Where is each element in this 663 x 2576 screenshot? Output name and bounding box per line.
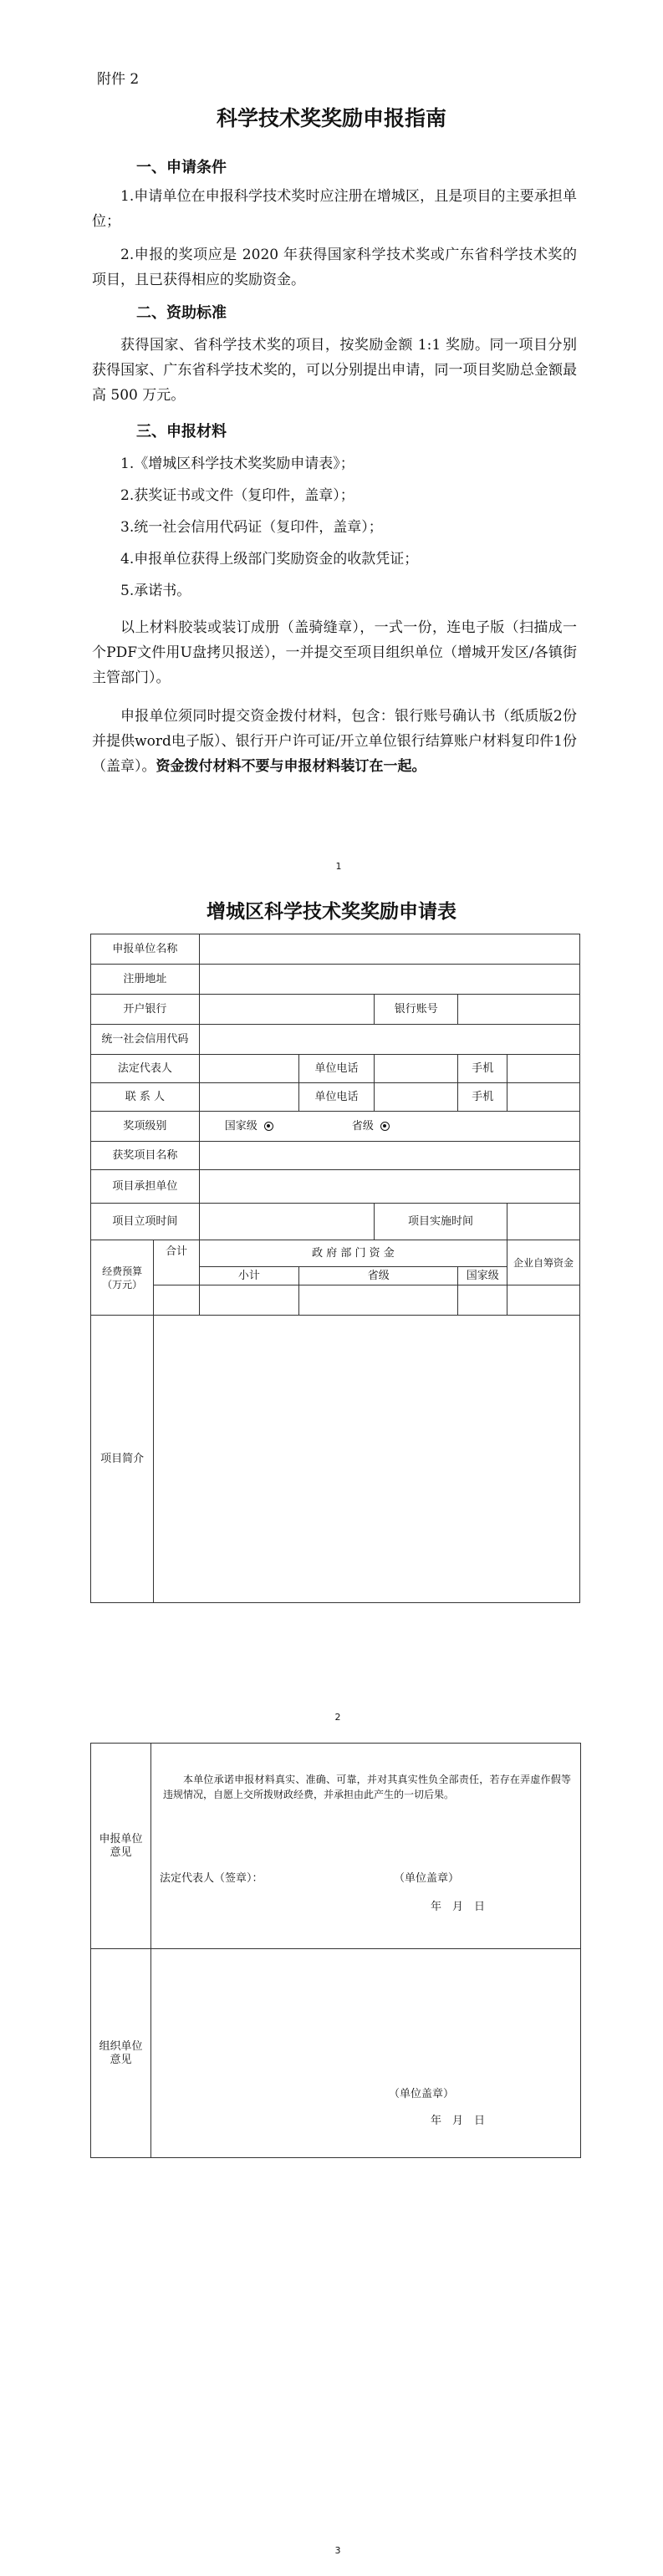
section-heading-2: 二、资助标准 [136, 304, 227, 322]
legal-rep-field[interactable] [199, 1055, 298, 1083]
project-name-field[interactable] [199, 1142, 579, 1170]
funding-note-bold: 资金拨付材料不要与申报材料装订在一起。 [156, 758, 426, 775]
start-time-field[interactable] [199, 1204, 374, 1240]
unit-phone-label: 单位电话 [299, 1055, 375, 1083]
paragraph: 以上材料胶装或装订成册（盖骑缝章），一式一份，连电子版（扫描成一个PDF文件用U盘拷贝报送），一并提交至项目组织单位（增城开发区/各镇街主管部门）。 [92, 619, 577, 686]
unit-phone-label: 单位电话 [299, 1083, 375, 1112]
unit-seal-label: （单位盖章） [394, 1872, 460, 1885]
section-heading-3: 三、申报材料 [136, 423, 227, 440]
credit-code-label: 统一社会信用代码 [91, 1025, 200, 1055]
budget-label: 经费预算（万元） [91, 1240, 154, 1316]
pledge-text: 本单位承诺申报材料真实、准确、可靠，并对其真实性负全部责任，若存在弄虚作假等违规情况，自愿上交所拨财政经费，并承担由此产生的一切后果。 [163, 1774, 571, 1800]
paragraph: 2.申报的奖项应是 2020 年获得国家科学技术奖或广东省科学技术奖的项目，且已获得相应的奖励资金。 [92, 247, 577, 288]
contact-label: 联 系 人 [91, 1083, 200, 1112]
award-level-options [199, 1112, 579, 1142]
page-title: 科学技术奖奖励申报指南 [216, 106, 446, 130]
province-field[interactable] [299, 1285, 458, 1316]
org-opinion-label: 组织单位意见 [91, 1949, 151, 2158]
applicant-opinion-label: 申报单位意见 [91, 1744, 151, 1949]
paragraph: 1.《增城区科学技术奖奖励申请表》； [120, 456, 354, 472]
paragraph: 获得国家、省科学技术奖的项目，按奖励金额 1:1 奖励。同一项目分别获得国家、广东省科学技术奖的，可以分别提出申请，同一项目奖励总金额最高 500 万元。 [92, 337, 577, 404]
bank-field[interactable] [199, 995, 374, 1025]
page-number: 1 [335, 861, 342, 872]
paragraph: 4.申报单位获得上级部门奖励资金的收款凭证； [120, 551, 419, 568]
unit-phone-field[interactable] [375, 1055, 458, 1083]
account-label: 银行账号 [375, 995, 458, 1025]
applicant-opinion-cell [151, 1744, 581, 1949]
country-label: 国家级 [458, 1267, 507, 1285]
legal-sign-label: 法定代表人（签章）： [160, 1872, 263, 1885]
national-radio-icon[interactable] [264, 1122, 273, 1131]
total-label: 合计 [154, 1240, 199, 1285]
page-number: 3 [334, 2545, 341, 2556]
paragraph: 5.承诺书。 [120, 583, 191, 599]
paragraph: 1.申请单位在申报科学技术奖时应注册在增城区，且是项目的主要承担单位； [92, 188, 577, 230]
province-label: 省级 [299, 1267, 458, 1285]
credit-code-field[interactable] [199, 1025, 579, 1055]
account-field[interactable] [458, 995, 580, 1025]
subtotal-label: 小计 [199, 1267, 298, 1285]
national-option-label: 国家级 [224, 1119, 258, 1133]
org-name-field[interactable] [199, 934, 579, 965]
unit-phone-field[interactable] [375, 1083, 458, 1112]
undertaker-label: 项目承担单位 [91, 1170, 200, 1204]
attachment-label: 附件 2 [97, 71, 140, 88]
enterprise-funds-label: 企业自筹资金 [507, 1240, 580, 1285]
org-opinion-cell[interactable] [151, 1949, 581, 2158]
page-number: 2 [334, 1712, 341, 1723]
gov-funds-label: 政 府 部 门 资 金 [199, 1240, 507, 1267]
provincial-option-label: 省级 [351, 1119, 374, 1133]
project-name-label: 获奖项目名称 [91, 1142, 200, 1170]
org-seal-label: （单位盖章） [389, 2088, 455, 2100]
mobile-label: 手机 [458, 1083, 507, 1112]
impl-time-field[interactable] [507, 1204, 580, 1240]
mobile-field[interactable] [507, 1083, 580, 1112]
country-field[interactable] [458, 1285, 507, 1316]
org-date-label: 年 月 日 [431, 2115, 486, 2127]
legal-rep-label: 法定代表人 [91, 1055, 200, 1083]
enterprise-funds-field[interactable] [507, 1285, 580, 1316]
impl-time-label: 项目实施时间 [375, 1204, 507, 1240]
date-label: 年 月 日 [431, 1901, 486, 1913]
org-name-label: 申报单位名称 [91, 934, 200, 965]
subtotal-field[interactable] [199, 1285, 298, 1316]
application-form [90, 934, 580, 1603]
provincial-radio-icon[interactable] [380, 1122, 390, 1131]
award-level-label: 奖项级别 [91, 1112, 200, 1142]
mobile-label: 手机 [458, 1055, 507, 1083]
section-heading-1: 一、申请条件 [136, 159, 227, 176]
paragraph: 3.统一社会信用代码证（复印件，盖章）； [120, 519, 383, 536]
contact-field[interactable] [199, 1083, 298, 1112]
intro-field[interactable] [154, 1316, 580, 1603]
address-field[interactable] [199, 965, 579, 995]
total-field[interactable] [154, 1285, 199, 1316]
funding-paragraph [92, 704, 577, 779]
intro-label: 项目简介 [91, 1316, 154, 1603]
form-title: 增城区科学技术奖奖励申请表 [207, 901, 456, 923]
address-label: 注册地址 [91, 965, 200, 995]
paragraph: 2.获奖证书或文件（复印件，盖章）； [120, 487, 354, 504]
undertaker-field[interactable] [199, 1170, 579, 1204]
opinion-form [90, 1743, 581, 2158]
start-time-label: 项目立项时间 [91, 1204, 200, 1240]
funding-text: 申报单位须同时提交资金拨付材料，包含：银行账号确认书（纸质版2份并提供word电子版）、银行开户许可证/开立单位银行结算账户材料复印件1份（盖章）。 [92, 708, 577, 775]
mobile-field[interactable] [507, 1055, 580, 1083]
bank-label: 开户银行 [91, 995, 200, 1025]
